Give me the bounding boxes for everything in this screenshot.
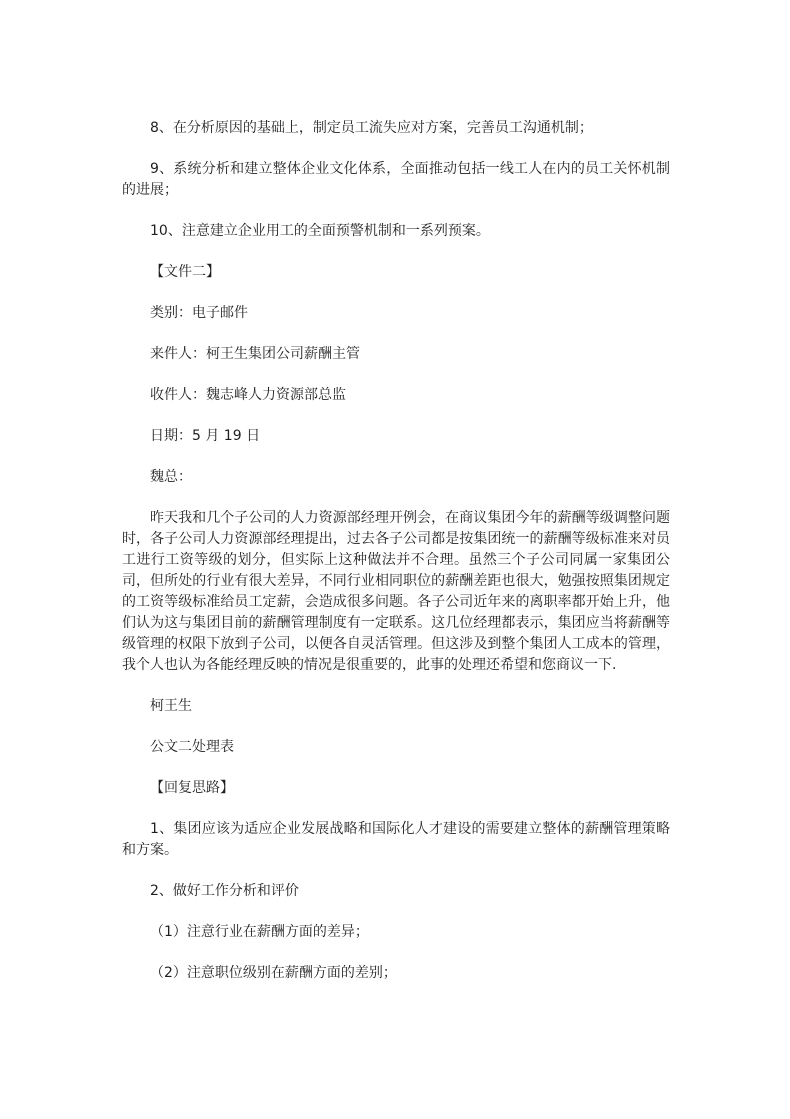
reply-subpoint-1: （1）注意行业在薪酬方面的差异；: [150, 924, 369, 940]
email-date: 日期：5 月 19 日: [150, 428, 261, 444]
email-sender: 来件人：柯王生集团公司薪酬主管: [150, 346, 360, 362]
section-heading-file-two: 【文件二】: [150, 264, 220, 280]
email-body: 昨天我和几个子公司的人力资源部经理开例会，在商议集团今年的薪酬等级调整问题时，各子公司人力资源部经理提出，过去各子公司都是按集团统一的薪酬等级标准来对员工进行工资等级的划分，但实际上这种做法并不合理。虽然三个子公司同属一家集团公司，但所处的行业有很大差异，不同行业相同职位的薪酬差距也很大，勉强按照集团规定的工资等级标准给员工定薪，会造成很多问题。各子公司近年来的离职率都开始上升，他们认为这与集团目前的薪酬管理制度有一定联系。这几位经理都表示，集团应当将薪酬等级管理的权限下放到子公司，以便各自灵活管理。但这涉及到整个集团人工成本的管理，我个人也认为各能经理反映的情况是很重要的，此事的处理还希望和您商议一下.: [122, 510, 670, 673]
reply-approach-heading: 【回复思路】: [150, 780, 234, 796]
reply-point-1: 1、集团应该为适应企业发展战略和国际化人才建设的需要建立整体的薪酬管理策略和方案。: [122, 821, 670, 858]
email-signature: 柯王生: [150, 698, 192, 714]
paragraph-item-8: 8、在分析原因的基础上，制定员工流失应对方案，完善员工沟通机制；: [150, 120, 593, 136]
reply-point-2: 2、做好工作分析和评价: [150, 883, 299, 899]
paragraph-item-9: 9、系统分析和建立整体企业文化体系，全面推动包括一线工人在内的员工关怀机制的进展；: [122, 161, 670, 198]
email-recipient: 收件人：魏志峰人力资源部总监: [150, 387, 346, 403]
document-body: [122, 118, 670, 984]
paragraph-item-10: 10、注意建立企业用工的全面预警机制和一系列预案。: [150, 223, 490, 239]
reply-subpoint-2: （2）注意职位级别在薪酬方面的差别；: [150, 965, 397, 981]
email-salutation: 魏总：: [150, 469, 192, 485]
processing-table-title: 公文二处理表: [150, 739, 234, 755]
email-category: 类别：电子邮件: [150, 305, 248, 321]
